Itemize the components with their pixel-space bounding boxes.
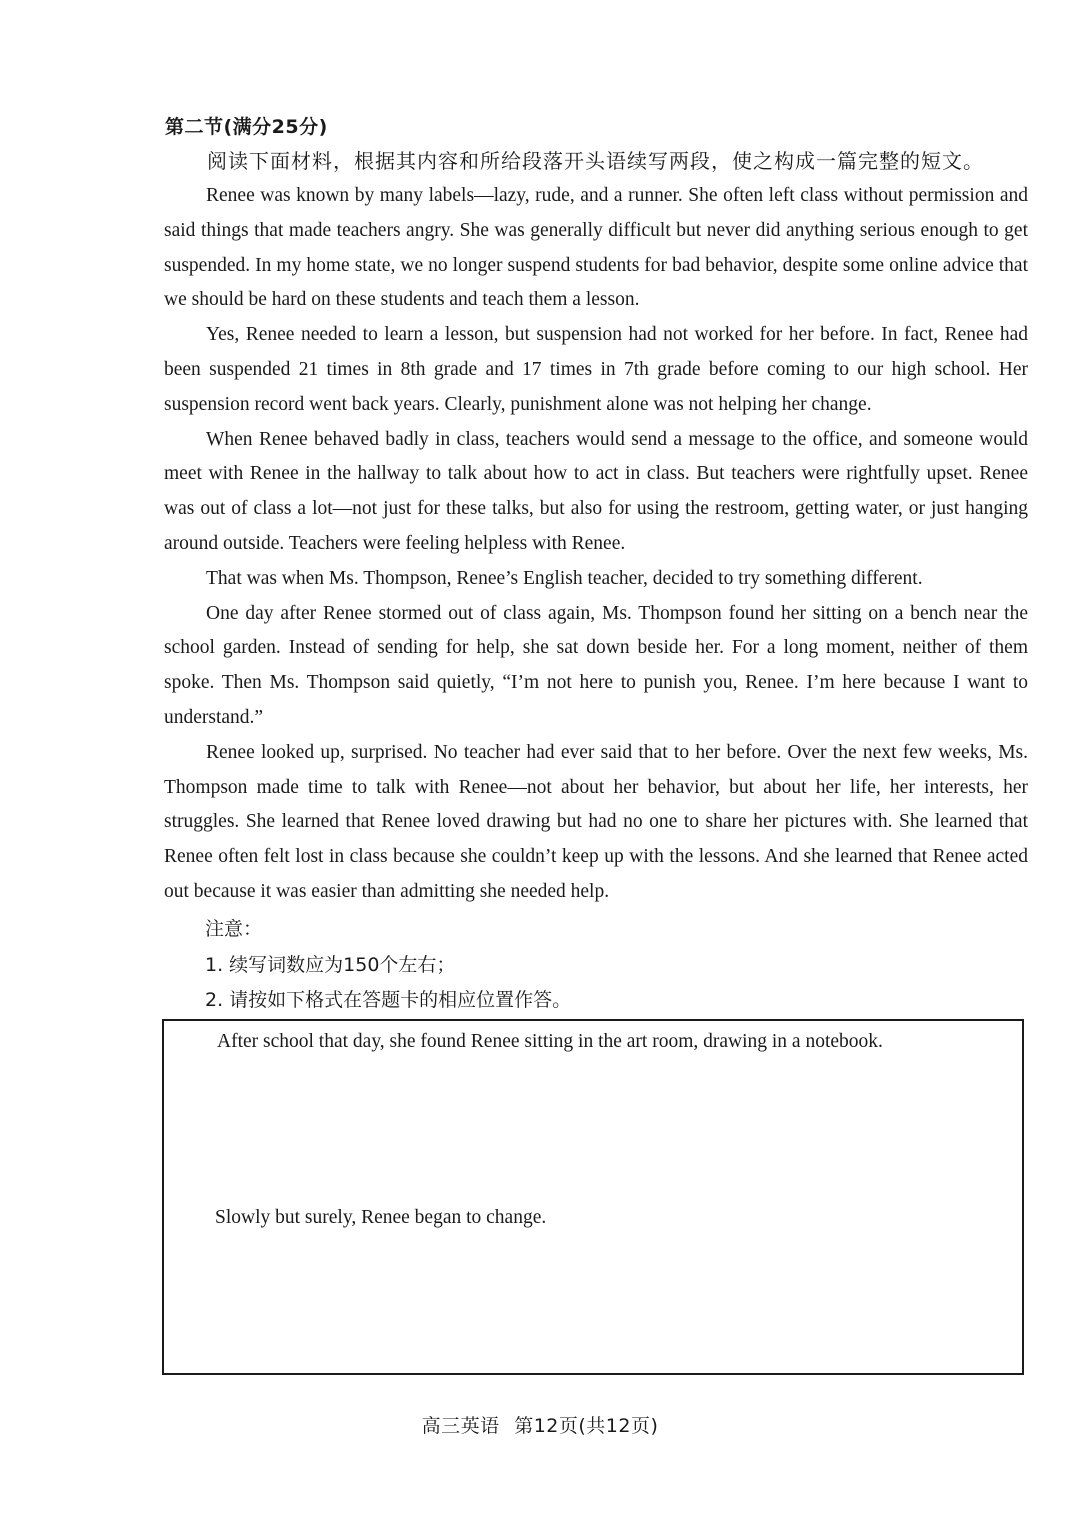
notes-title: 注意： [205,918,263,940]
note-answer-format: 2. 请按如下格式在答题卡的相应位置作答。 [205,989,572,1011]
passage-paragraph: Renee looked up, surprised. No teacher had ever said that to her before. Over the next few weeks, Ms. Thompson made time to talk with Renee—not about her behavior, but about her life, her interests, her struggles. She learned that Renee loved drawing but had no one to share her pictures with. She learned that Renee often felt lost in class because she couldn’t keep up with the lessons. And she learned that Renee acted out because it was easier than admitting she needed help. [164,741,1028,902]
paragraph-starter-1: After school that day, she found Renee sitting in the art room, drawing in a notebook. [217,1031,883,1052]
passage-paragraph: Renee was known by many labels—lazy, rude, and a runner. She often left class without permission and said things that made teachers angry. She was generally difficult but never did anything serious enough to get suspended. In my home state, we no longer suspend students for bad behavior, despite some online advice that we should be hard on these students and teach them a lesson. [164,185,1028,311]
footer-page-number: 第12页(共12页) [514,1415,659,1437]
passage-paragraph: When Renee behaved badly in class, teachers would send a message to the office, and someone would meet with Renee in the hallway to talk about how to act in class. But teachers were rightfully upset. Renee was out of class a lot—not just for these talks, but also for using the restroom, getting water, or just hanging around outside. Teachers were feeling helpless with Renee. [164,428,1028,554]
passage-paragraph: One day after Renee stormed out of class again, Ms. Thompson found her sitting on a bench near the school garden. Instead of sending for help, she sat down beside her. For a long moment, neither of them spoke. Then Ms. Thompson said quietly, “I’m not here to punish you, Renee. I’m here because I want to understand.” [164,602,1028,728]
reading-passage [164,179,1028,910]
note-word-count: 1. 续写词数应为150个左右； [205,954,456,976]
paragraph-starter-2: Slowly but surely, Renee began to change. [215,1207,547,1228]
passage-paragraph: Yes, Renee needed to learn a lesson, but suspension had not worked for her before. In fact, Renee had been suspended 21 times in 8th grade and 17 times in 7th grade before coming to our high school. Her suspension record went back years. Clearly, punishment alone was not helping her change. [164,324,1028,415]
page-footer [0,1411,1080,1438]
task-instruction: 阅读下面材料，根据其内容和所给段落开头语续写两段，使之构成一篇完整的短文。 [207,149,984,173]
section-title: 第二节(满分25分) [165,116,328,138]
passage-paragraph: That was when Ms. Thompson, Renee’s English teacher, decided to try something different. [206,567,923,589]
answer-box [162,1019,1024,1375]
footer-subject: 高三英语 [421,1415,500,1437]
